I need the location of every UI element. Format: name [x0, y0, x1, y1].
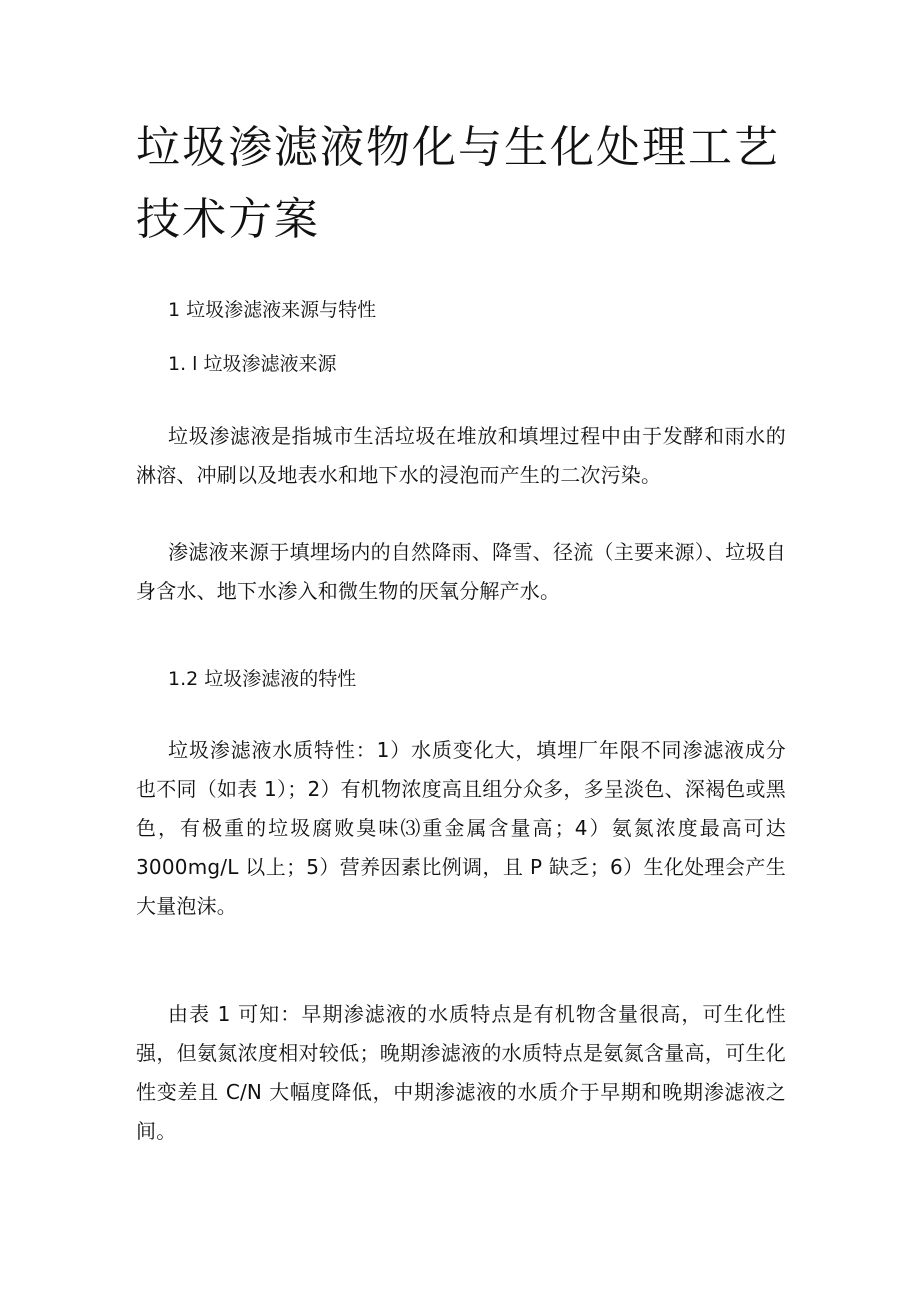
paragraph-leachate-definition: 垃圾渗滤液是指城市生活垃圾在堆放和填埋过程中由于发酵和雨水的淋溶、冲刷以及地表水和地下水的浸泡而产生的二次污染。 — [136, 424, 786, 487]
section-1-heading: 1 垃圾渗滤液来源与特性 — [168, 299, 377, 321]
section-1-2-heading: 1.2 垃圾渗滤液的特性 — [168, 668, 357, 690]
paragraph-table-1-analysis: 由表 1 可知：早期渗滤液的水质特点是有机物含量很高，可生化性强，但氨氮浓度相对较低；晚期渗滤液的水质特点是氨氮含量高，可生化性变差且 C/N 大幅度降低，中期渗滤液的水质介于早期和晚期渗滤液之间。 — [136, 1002, 786, 1143]
section-1-1-heading: 1. l 垃圾渗滤液来源 — [168, 353, 337, 375]
paragraph-water-quality-characteristics: 垃圾渗滤液水质特性：1）水质变化大，填埋厂年限不同渗滤液成分也不同（如表 1）；2）有机物浓度高且组分众多，多呈淡色、深褐色或黑色，有极重的垃圾腐败臭味⑶重金属含量高；4）氨氮浓度最高可达 3000mg/L 以上；5）营养因素比例调，且 P 缺乏；6）生化处理会产生大量泡沫。 — [136, 738, 786, 918]
document-title: 垃圾渗滤液物化与生化处理工艺技术方案 — [136, 122, 780, 245]
paragraph-leachate-sources: 渗滤液来源于填埋场内的自然降雨、降雪、径流（主要来源）、垃圾自身含水、地下水渗入和微生物的厌氧分解产水。 — [136, 540, 786, 603]
